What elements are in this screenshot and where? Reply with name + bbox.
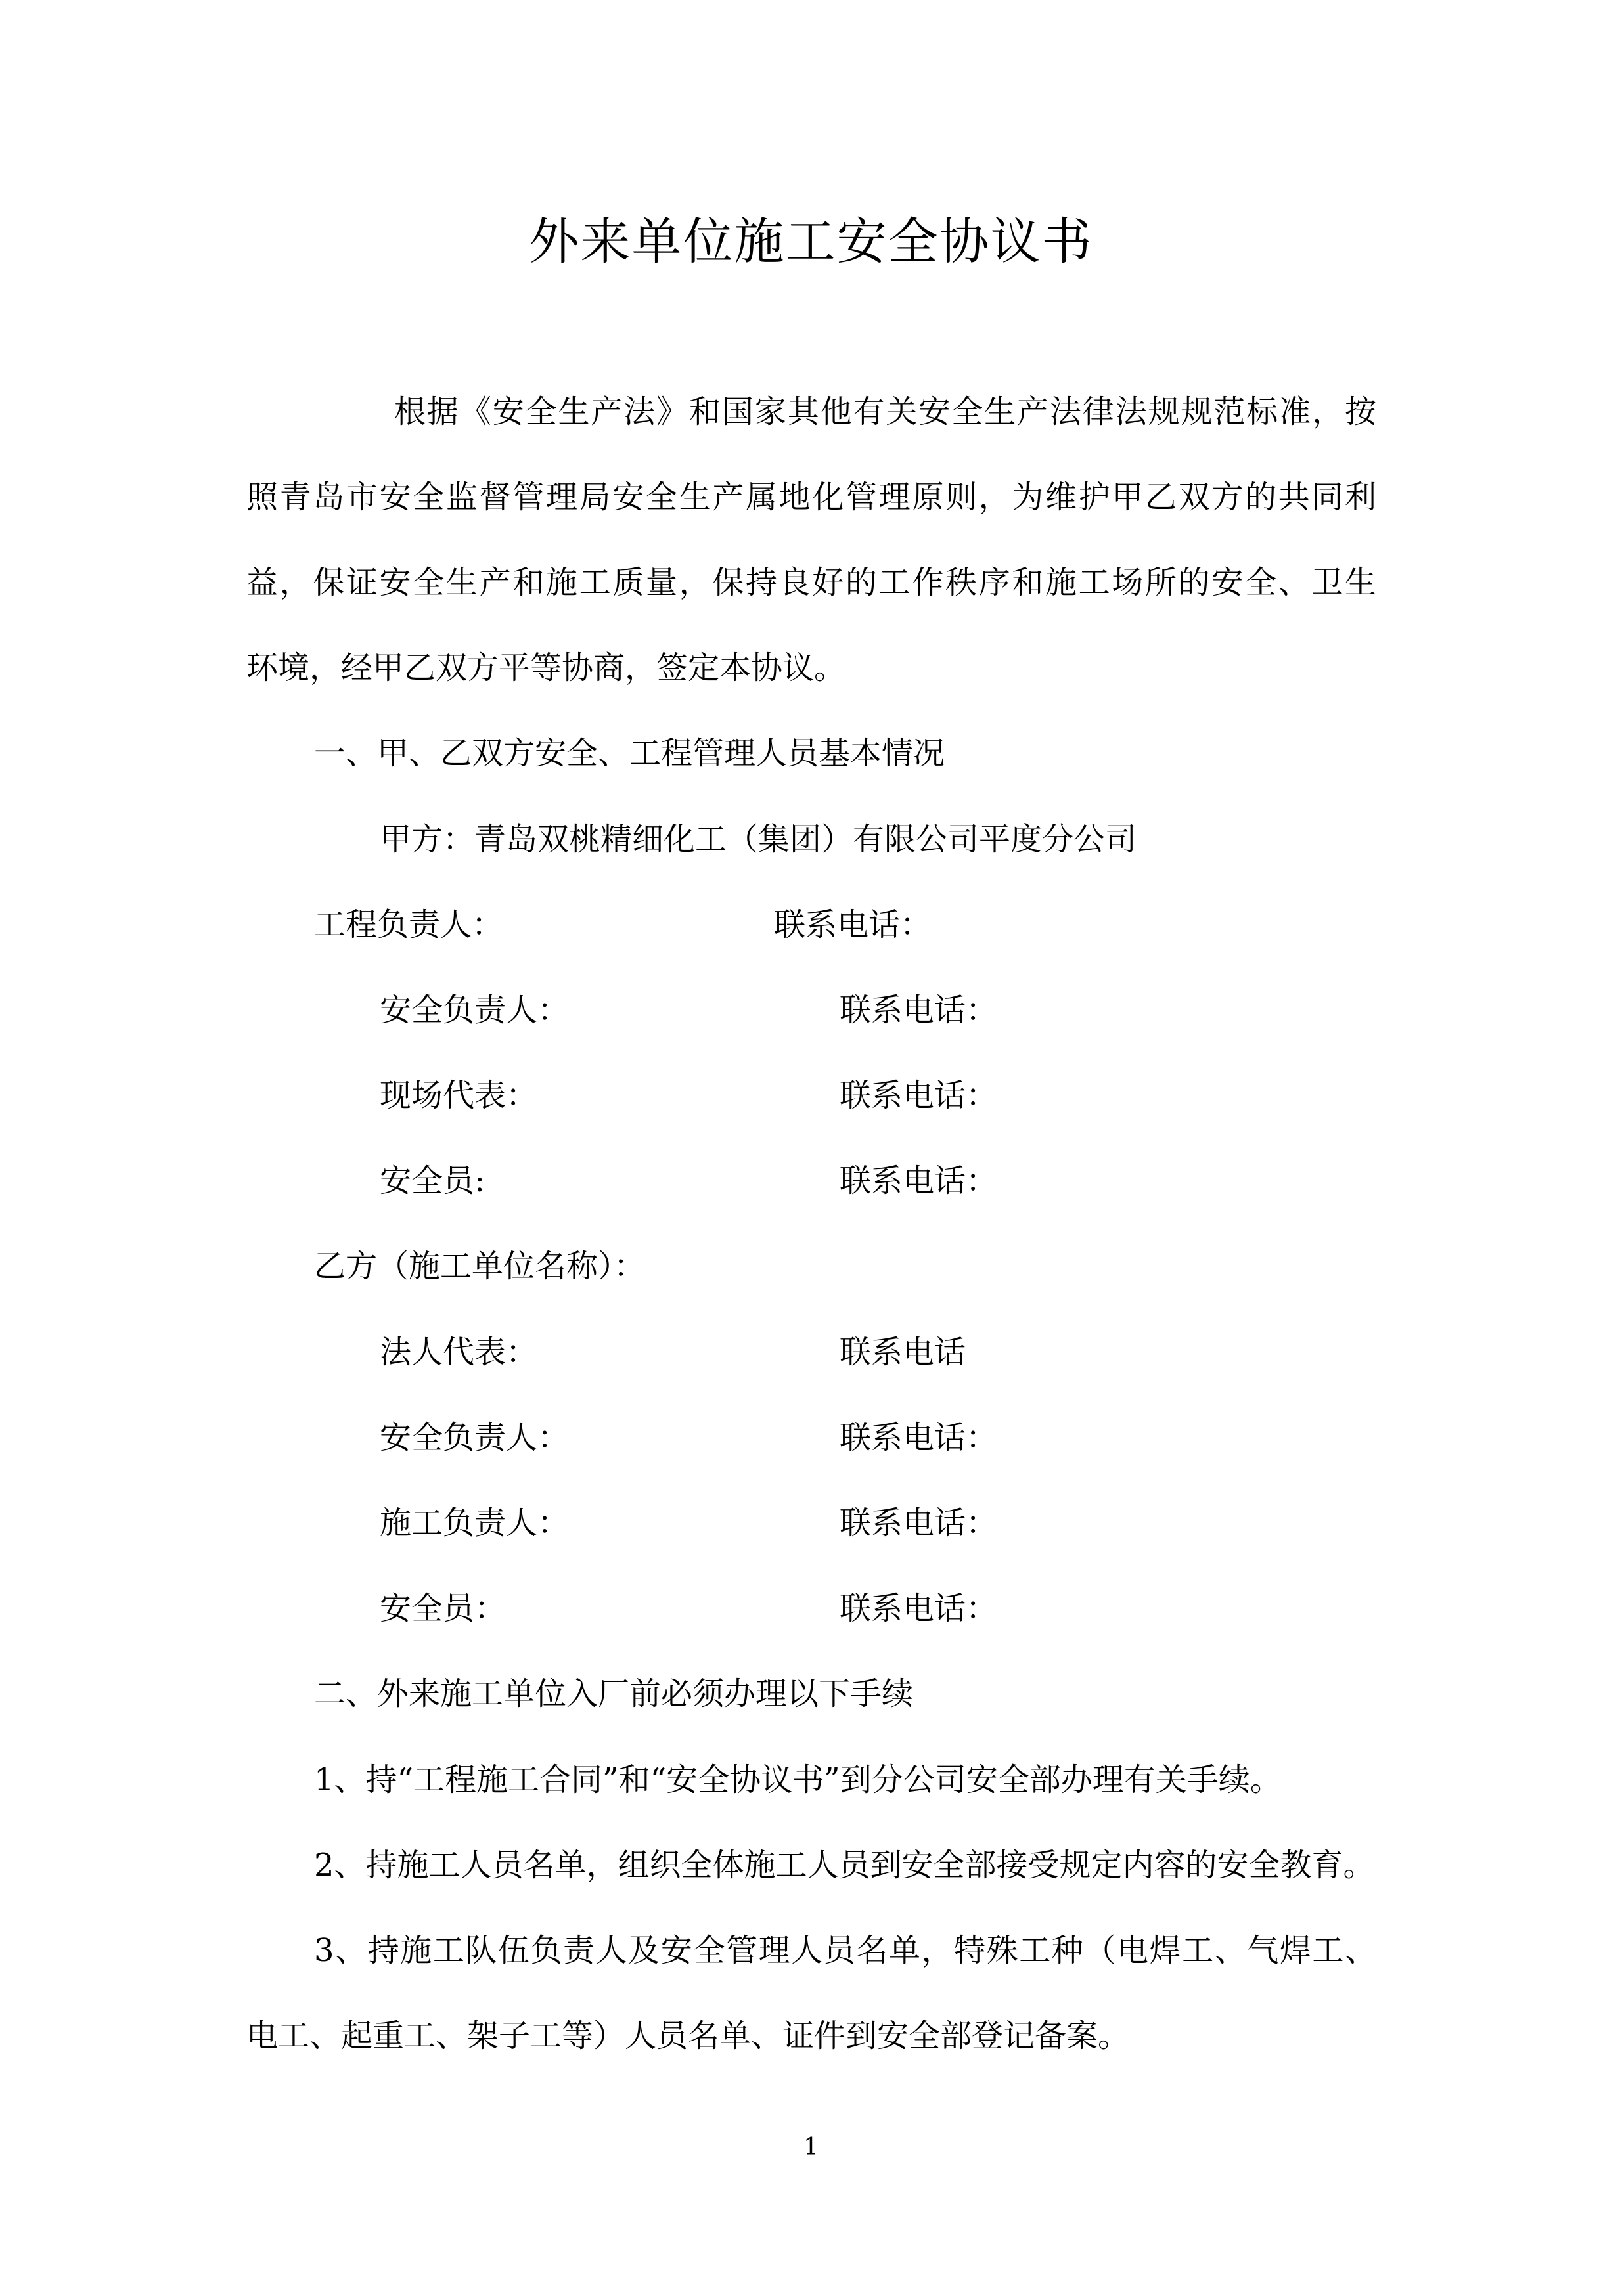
party-b-role-4: 安全员：: [380, 1590, 507, 1627]
party-b-phone-4: 联系电话：: [840, 1590, 998, 1627]
party-a-phone-2: 联系电话：: [840, 992, 998, 1028]
section2-heading: 二、外来施工单位入厂前必须办理以下手续: [314, 1675, 914, 1712]
intro-line-2: 照青岛市安全监督管理局安全生产属地化管理原则，为维护甲乙双方的共同利: [246, 479, 1376, 516]
party-b-role-1: 法人代表：: [380, 1334, 538, 1371]
party-a-role-1: 工程负责人：: [314, 906, 504, 943]
section1-heading: 一、甲、乙双方安全、工程管理人员基本情况: [314, 735, 945, 772]
party-a-phone-1: 联系电话：: [774, 906, 932, 943]
party-b-phone-2: 联系电话：: [840, 1419, 998, 1456]
party-b-role-3: 施工负责人：: [380, 1505, 570, 1541]
section2-item-3-line-2: 电工、起重工、架子工等）人员名单、证件到安全部登记备案。: [246, 2018, 1130, 2054]
party-b-name: 乙方（施工单位名称）：: [314, 1248, 646, 1285]
document-title: 外来单位施工安全协议书: [529, 212, 1093, 271]
party-b-role-2: 安全负责人：: [380, 1419, 570, 1456]
intro-line-3: 益，保证安全生产和施工质量，保持良好的工作秩序和施工场所的安全、卫生: [246, 564, 1376, 601]
page-number: 1: [803, 2134, 819, 2161]
party-a-phone-3: 联系电话：: [840, 1077, 998, 1114]
party-a-role-2: 安全负责人：: [380, 992, 570, 1028]
intro-line-1: 根据《安全生产法》和国家其他有关安全生产法律法规规范标准，按: [394, 393, 1376, 430]
section2-item-3-line-1: 3、持施工队伍负责人及安全管理人员名单，特殊工种（电焊工、气焊工、: [314, 1932, 1376, 1969]
party-b-phone-1: 联系电话: [840, 1334, 966, 1371]
party-a-role-4: 安全员:: [380, 1162, 485, 1199]
party-a-name: 甲方：青岛双桃精细化工（集团）有限公司平度分公司: [380, 821, 1137, 858]
intro-line-4: 环境，经甲乙双方平等协商，签定本协议。: [246, 650, 846, 686]
section2-item-2: 2、持施工人员名单，组织全体施工人员到安全部接受规定内容的安全教育。: [314, 1847, 1375, 1884]
section2-item-1: 1、持“工程施工合同”和“安全协议书”到分公司安全部办理有关手续。: [314, 1761, 1282, 1798]
party-a-role-3: 现场代表：: [380, 1077, 538, 1114]
party-a-phone-4: 联系电话：: [840, 1162, 998, 1199]
party-b-phone-3: 联系电话：: [840, 1505, 998, 1541]
